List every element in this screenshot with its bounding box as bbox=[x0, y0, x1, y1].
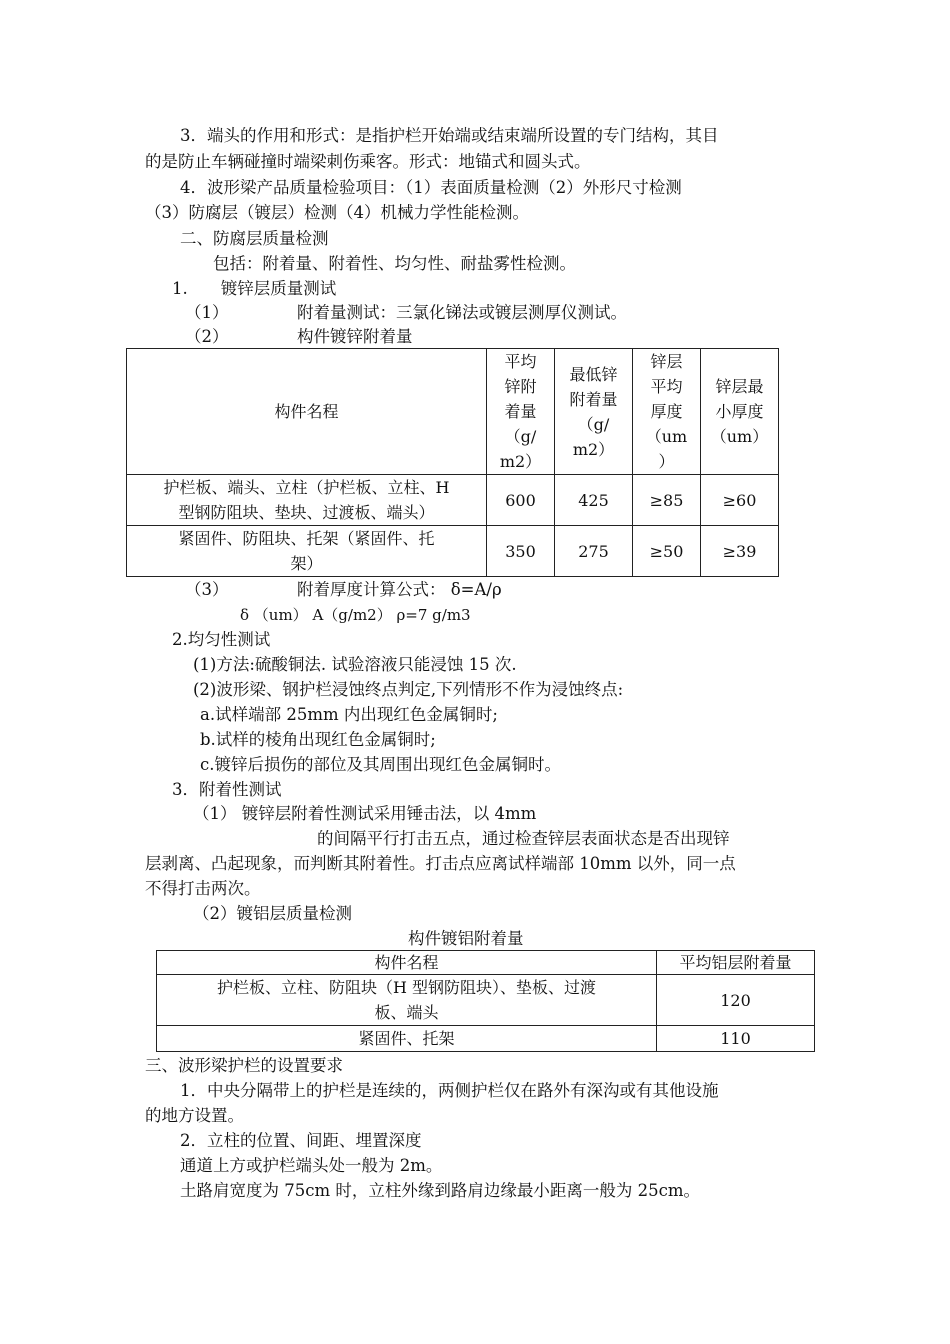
table-cell: 紧固件、防阻块、托架（紧固件、托 架） bbox=[127, 526, 487, 577]
table-header-cell: 锌层 平均 厚度 （um ） bbox=[633, 349, 701, 475]
table-header-cell: 最低锌 附着量 （g/ m2） bbox=[555, 349, 633, 475]
table-header-row bbox=[157, 951, 815, 975]
item-number: （3） bbox=[185, 580, 229, 599]
text-line: 3．端头的作用和形式：是指护栏开始端或结束端所设置的专门结构，其目 bbox=[180, 126, 719, 145]
table-header-cell: 平均铝层附着量 bbox=[657, 951, 815, 975]
text-line: （3）防腐层（镀层）检测（4）机械力学性能检测。 bbox=[145, 203, 529, 222]
text-line: 4．波形梁产品质量检验项目：（1）表面质量检测（2）外形尺寸检测 bbox=[180, 178, 682, 197]
section-heading: 三、波形梁护栏的设置要求 bbox=[145, 1056, 343, 1075]
table-row bbox=[157, 975, 815, 1026]
table-header-cell: 锌层最 小厚度 （um） bbox=[701, 349, 779, 475]
table-cell: ≥50 bbox=[633, 526, 701, 577]
text-line: 通道上方或护栏端头处一般为 2m。 bbox=[180, 1156, 443, 1175]
text-line: 2．立柱的位置、间距、埋置深度 bbox=[180, 1131, 422, 1150]
table-cell: ≥60 bbox=[701, 475, 779, 526]
zinc-coating-table bbox=[126, 348, 779, 577]
text-line: 的是防止车辆碰撞时端梁刺伤乘客。形式：地锚式和圆头式。 bbox=[145, 152, 591, 171]
text-line: (1)方法:硫酸铜法. 试验溶液只能浸蚀 15 次. bbox=[193, 655, 517, 674]
item-text: 构件镀锌附着量 bbox=[297, 327, 413, 346]
table-cell: 110 bbox=[657, 1026, 815, 1052]
subsection-heading: 3．附着性测试 bbox=[172, 780, 282, 799]
item-number: （2） bbox=[185, 327, 229, 346]
item-number: （1） bbox=[185, 303, 229, 322]
table-cell: 护栏板、立柱、防阻块（H 型钢防阻块）、垫板、过渡 板、端头 bbox=[157, 975, 657, 1026]
text-line: 的地方设置。 bbox=[145, 1106, 244, 1125]
text-line: 的间隔平行打击五点，通过检查锌层表面状态是否出现锌 bbox=[317, 829, 730, 848]
table-cell: ≥39 bbox=[701, 526, 779, 577]
table-header-cell: 构件名程 bbox=[157, 951, 657, 975]
item-text: 附着量测试：三氯化锑法或镀层测厚仪测试。 bbox=[297, 303, 627, 322]
table-header-row bbox=[127, 349, 779, 475]
subsection-heading: 2.均匀性测试 bbox=[172, 630, 271, 649]
text-line: （1） 镀锌层附着性测试采用锤击法，以 4mm bbox=[193, 804, 537, 823]
table-row bbox=[127, 475, 779, 526]
table-cell: ≥85 bbox=[633, 475, 701, 526]
table-row bbox=[127, 526, 779, 577]
text-line: 层剥离、凸起现象，而判断其附着性。打击点应离试样端部 10mm 以外，同一点 bbox=[145, 854, 736, 873]
subsection-heading: 1. 镀锌层质量测试 bbox=[172, 279, 337, 298]
table-header-cell: 平均 锌附 着量 （g/ m2） bbox=[487, 349, 555, 475]
text-line: 不得打击两次。 bbox=[145, 879, 261, 898]
text-line: 包括：附着量、附着性、均匀性、耐盐雾性检测。 bbox=[213, 254, 576, 273]
text-line: c.镀锌后损伤的部位及其周围出现红色金属铜时。 bbox=[200, 755, 561, 774]
aluminum-coating-table bbox=[156, 950, 815, 1052]
table-cell: 275 bbox=[555, 526, 633, 577]
text-line: （2）镀铝层质量检测 bbox=[193, 904, 352, 923]
item-text: 附着厚度计算公式： δ=A/ρ bbox=[297, 580, 502, 599]
table-cell: 120 bbox=[657, 975, 815, 1026]
formula-units: δ （um） A（g/m2） ρ=7 g/m3 bbox=[240, 606, 471, 624]
section-heading: 二、防腐层质量检测 bbox=[180, 229, 329, 248]
table-caption: 构件镀铝附着量 bbox=[408, 929, 524, 948]
text-line: (2)波形梁、钢护栏浸蚀终点判定,下列情形不作为浸蚀终点: bbox=[193, 680, 624, 699]
text-line: 1．中央分隔带上的护栏是连续的，两侧护栏仅在路外有深沟或有其他设施 bbox=[180, 1081, 719, 1100]
text-line: b.试样的棱角出现红色金属铜时; bbox=[200, 730, 436, 749]
table-cell: 350 bbox=[487, 526, 555, 577]
table-cell: 425 bbox=[555, 475, 633, 526]
table-cell: 紧固件、托架 bbox=[157, 1026, 657, 1052]
text-line: 土路肩宽度为 75cm 时，立柱外缘到路肩边缘最小距离一般为 25cm。 bbox=[180, 1181, 700, 1200]
table-row bbox=[157, 1026, 815, 1052]
table-cell: 600 bbox=[487, 475, 555, 526]
text-line: a.试样端部 25mm 内出现红色金属铜时; bbox=[200, 705, 498, 724]
table-header-cell: 构件名程 bbox=[127, 349, 487, 475]
table-cell: 护栏板、端头、立柱（护栏板、立柱、H 型钢防阻块、垫块、过渡板、端头） bbox=[127, 475, 487, 526]
